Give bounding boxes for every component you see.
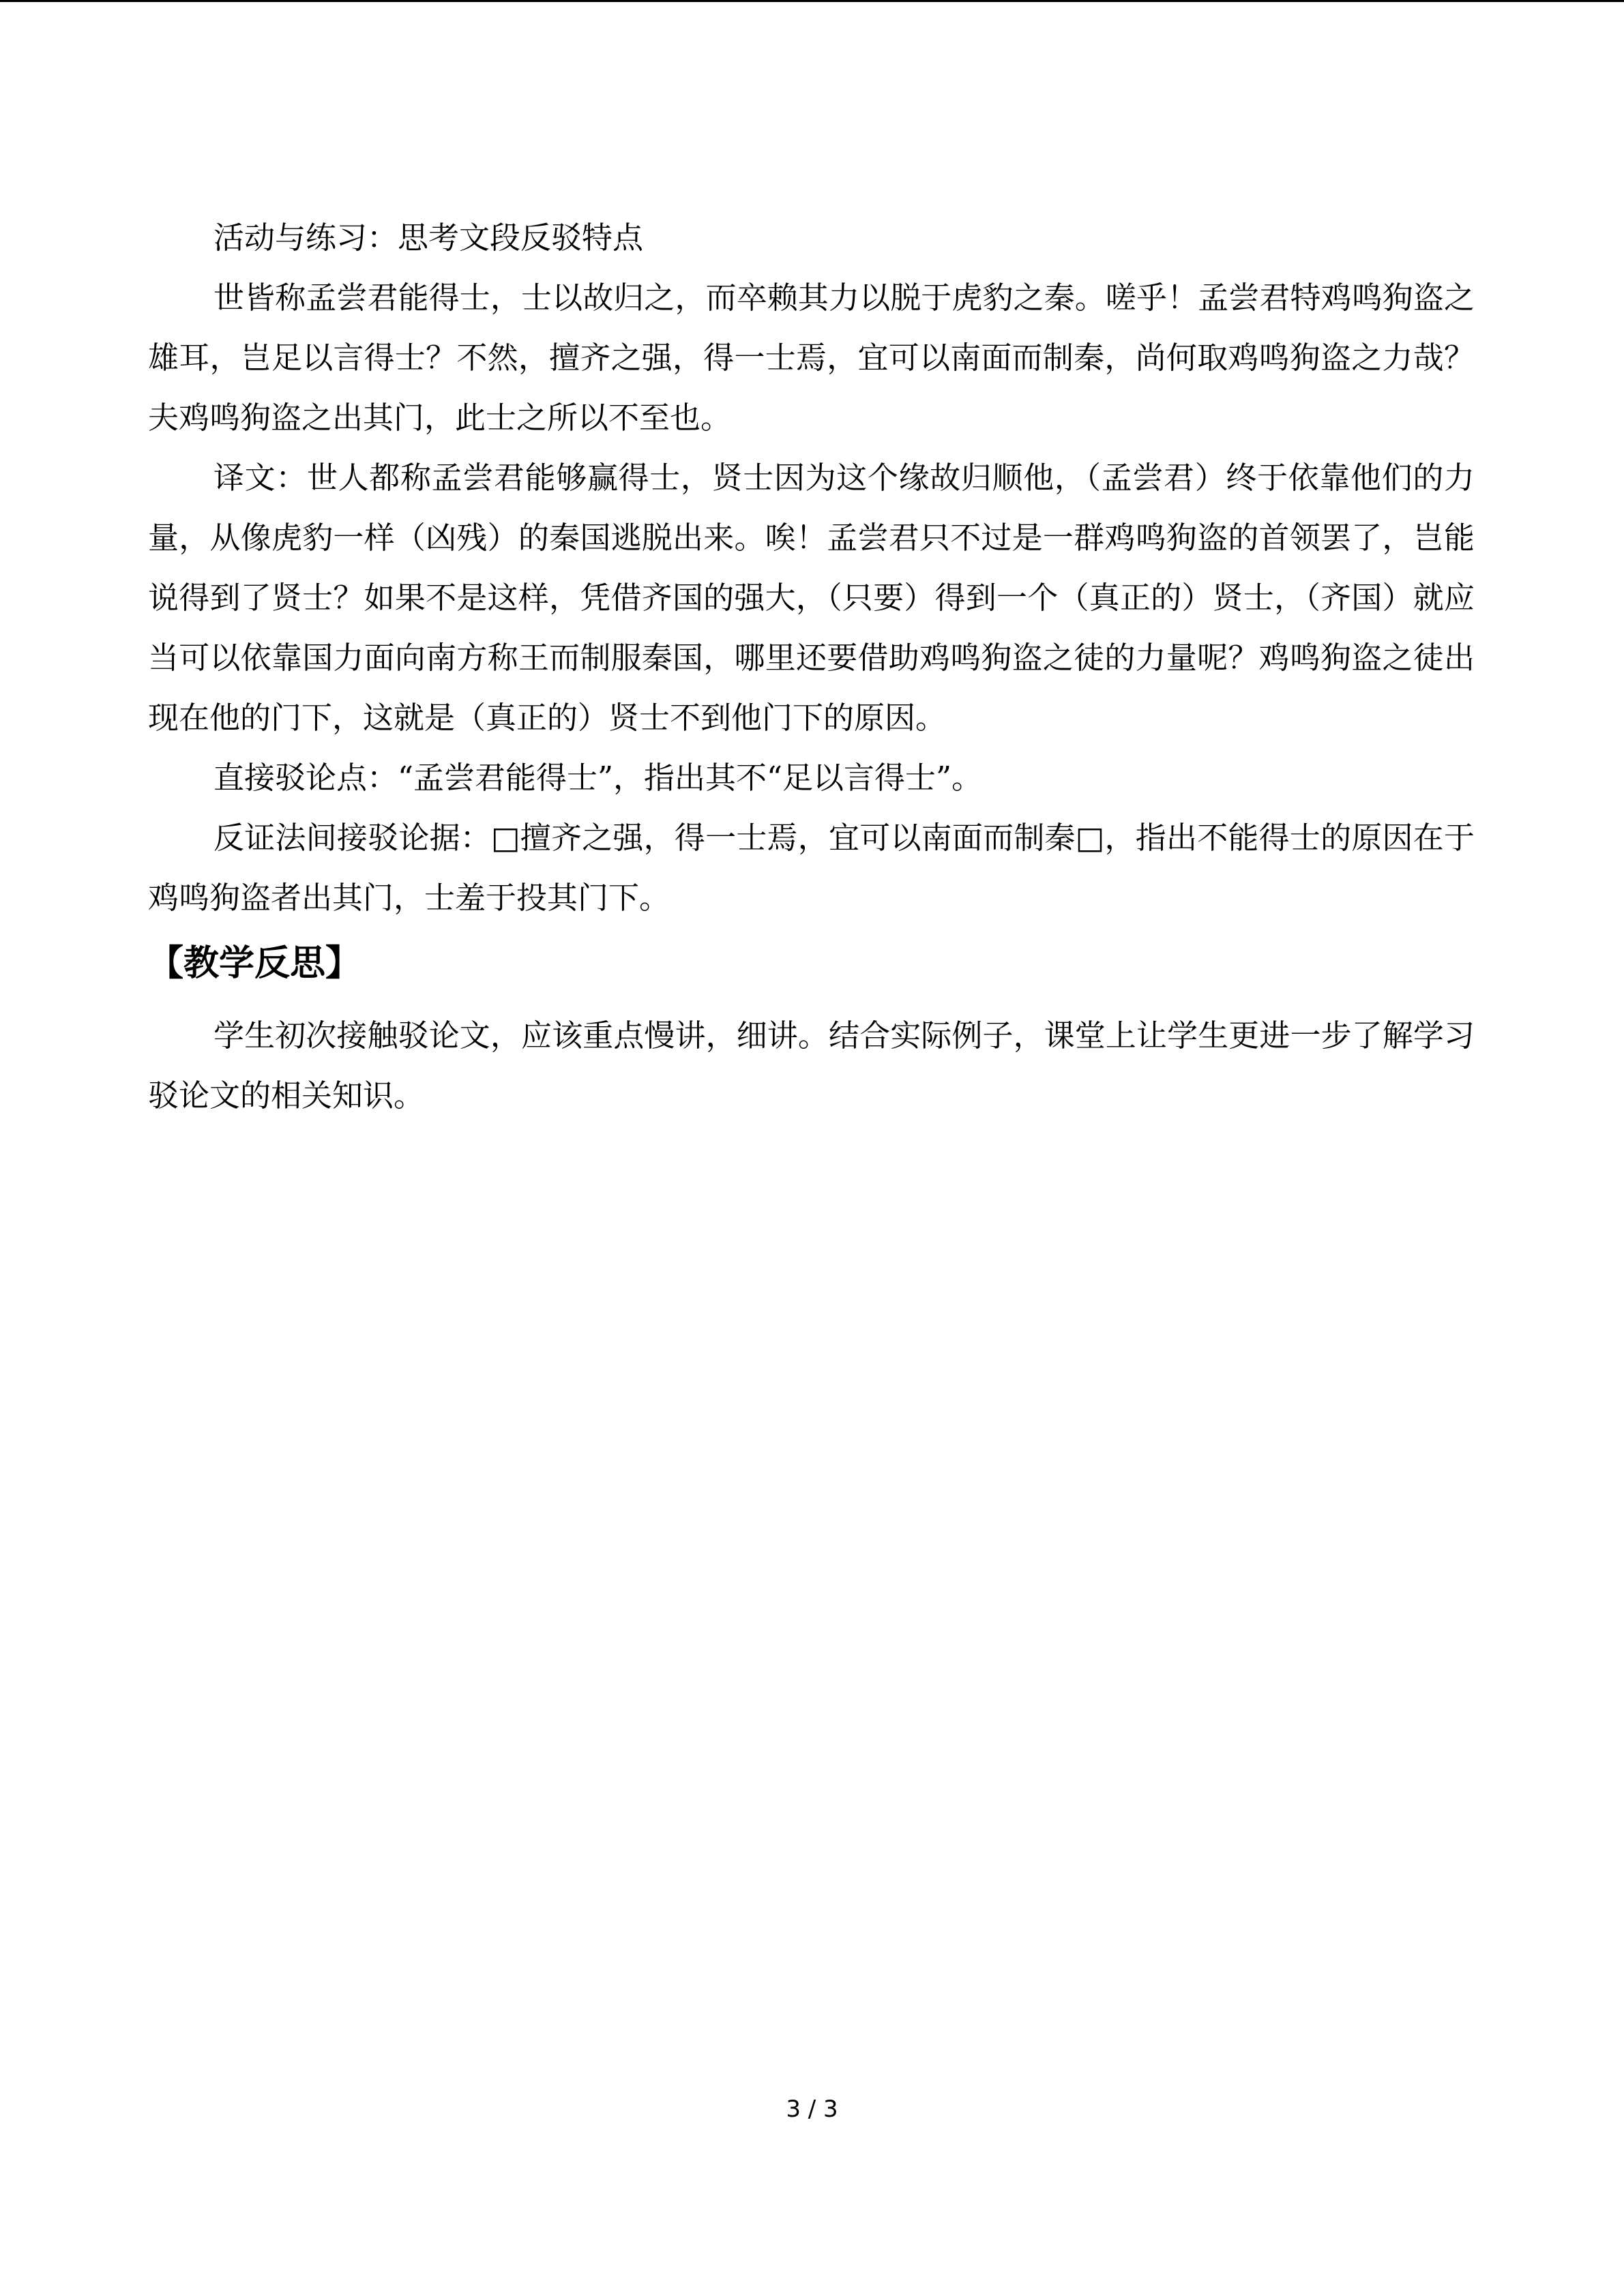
activity-title: 活动与练习：思考文段反驳特点 bbox=[213, 220, 644, 256]
indirect-rebuttal-paragraph: 反证法间接驳论据：□擅齐之强，得一士焉，宜可以南面而制秦□，指出不能得士的原因在于鸡鸣狗盗者出其门，士羞于投其门下。 bbox=[148, 820, 1475, 916]
teaching-reflection-heading: 【教学反思】 bbox=[148, 943, 361, 984]
document-body bbox=[148, 208, 1475, 1126]
reflection-paragraph: 学生初次接触驳论文，应该重点慢讲，细讲。结合实际例子，课堂上让学生更进一步了解学习驳论文的相关知识。 bbox=[148, 1017, 1475, 1114]
translation-paragraph: 译文：世人都称孟尝君能够赢得士，贤士因为这个缘故归顺他，（孟尝君）终于依靠他们的力量，从像虎豹一样（凶残）的秦国逃脱出来。唉！孟尝君只不过是一群鸡鸣狗盗的首领罢了，岂能说得到了贤士？如果不是这样，凭借齐国的强大，（只要）得到一个（真正的）贤士，（齐国）就应当可以依靠国力面向南方称王而制服秦国，哪里还要借助鸡鸣狗盗之徒的力量呢？鸡鸣狗盗之徒出现在他的门下，这就是（真正的）贤士不到他门下的原因。 bbox=[148, 460, 1475, 736]
classical-text-paragraph: 世皆称孟尝君能得士，士以故归之，而卒赖其力以脱于虎豹之秦。嗟乎！孟尝君特鸡鸣狗盗之雄耳，岂足以言得士？不然，擅齐之强，得一士焉，宜可以南面而制秦，尚何取鸡鸣狗盗之力哉？夫鸡鸣狗盗之出其门，此士之所以不至也。 bbox=[148, 280, 1475, 436]
direct-rebuttal-paragraph: 直接驳论点：“孟尝君能得士”，指出其不“足以言得士”。 bbox=[213, 760, 983, 796]
page-top-border bbox=[0, 0, 1624, 2]
page-number: 3 / 3 bbox=[786, 2096, 838, 2123]
